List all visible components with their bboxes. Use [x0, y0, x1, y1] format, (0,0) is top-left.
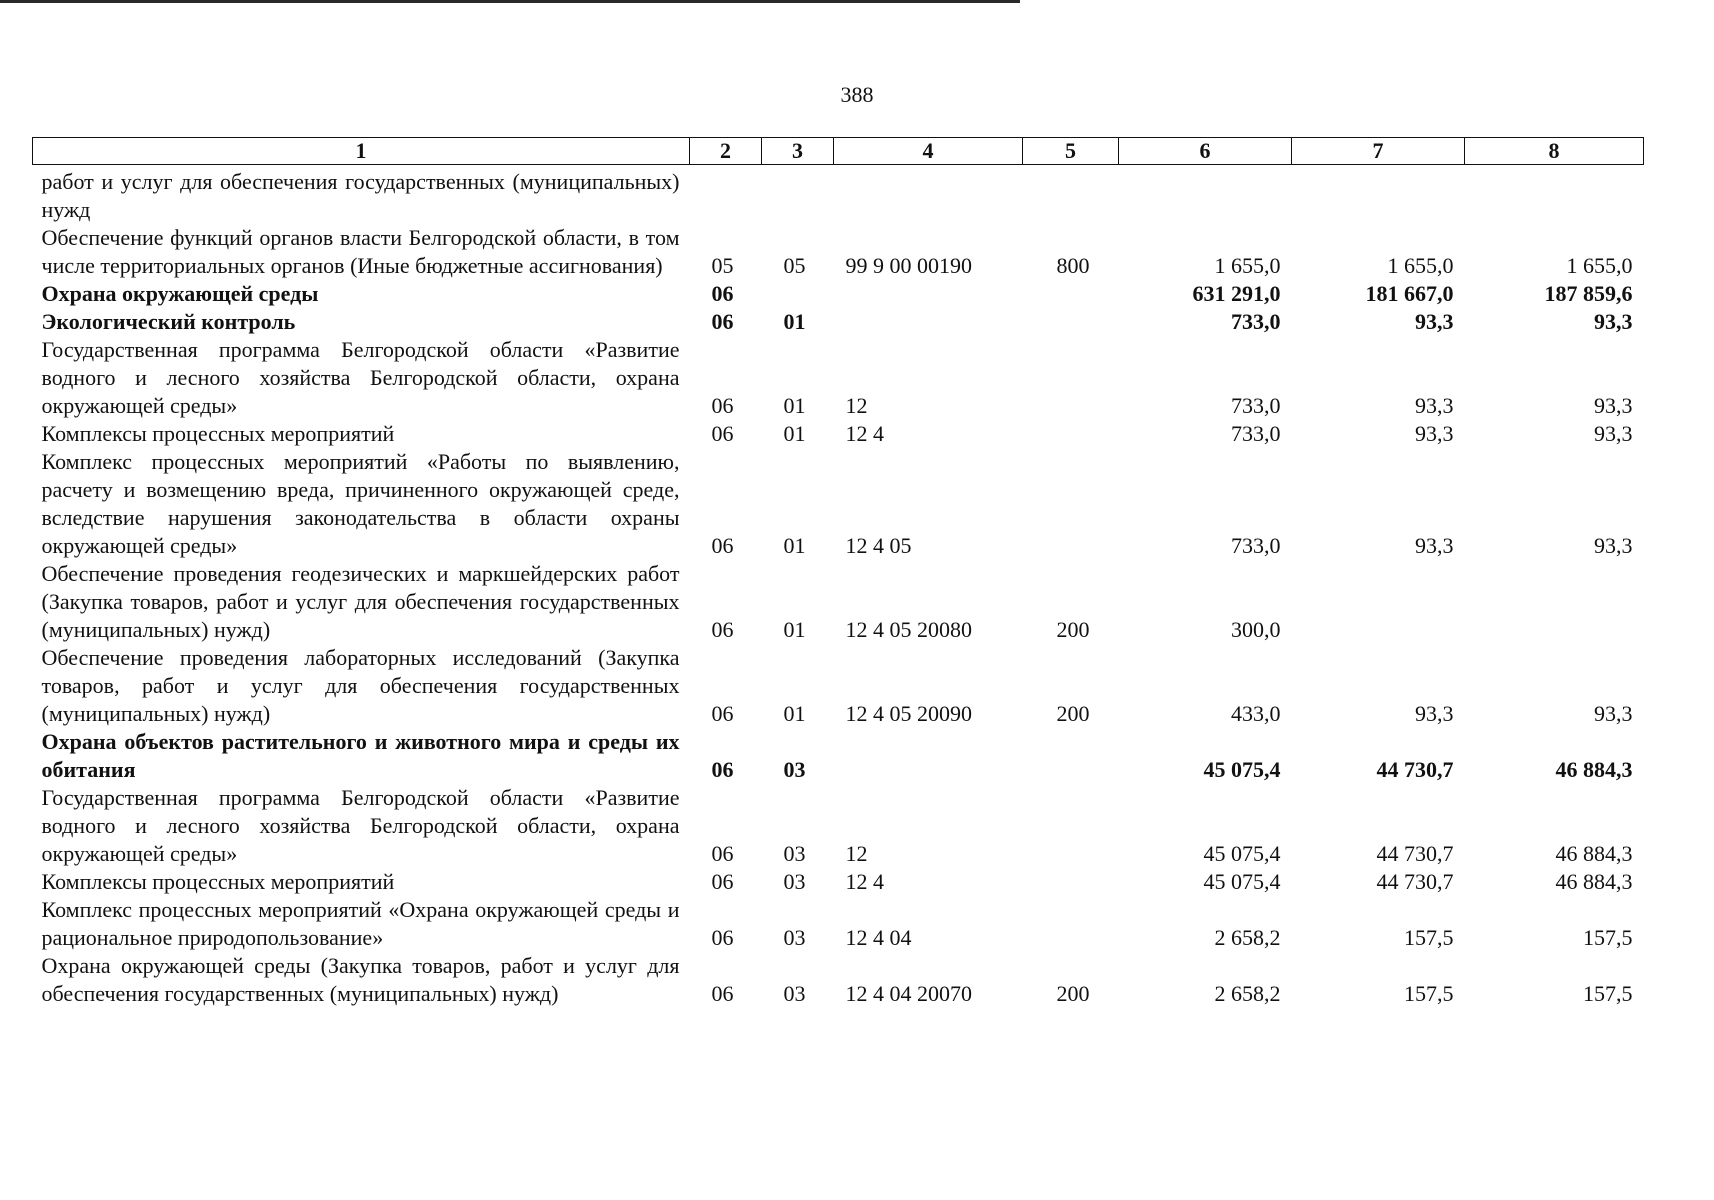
row-sum-col6: 631 291,0 [1192, 281, 1281, 306]
row-subsection: 03 [783, 925, 806, 950]
header-col-2: 2 [690, 138, 762, 165]
row-subsection [762, 165, 834, 225]
row-subsection: 01 [783, 533, 806, 558]
header-col-5: 5 [1023, 138, 1119, 165]
row-sum-col6: 45 075,4 [1203, 757, 1281, 782]
row-sum-col8 [1465, 560, 1644, 644]
budget-table [32, 137, 1644, 1008]
row-subsection: 03 [783, 841, 806, 866]
row-target-article: 12 [845, 393, 868, 418]
row-expense-type [1023, 165, 1119, 225]
row-sum-col7: 1 655,0 [1387, 253, 1454, 278]
header-row [33, 138, 1644, 165]
row-target-article: 12 4 [845, 421, 884, 446]
row-sum-col6: 733,0 [1231, 421, 1281, 446]
table-row [33, 896, 1644, 952]
row-sum-col6: 1 655,0 [1214, 253, 1281, 278]
row-subsection: 01 [783, 617, 806, 642]
table-row [33, 448, 1644, 560]
row-sum-col8: 46 884,3 [1555, 757, 1633, 782]
header-col-4: 4 [834, 138, 1023, 165]
row-sum-col7 [1292, 165, 1465, 225]
row-subsection: 05 [783, 253, 806, 278]
row-section: 05 [711, 253, 734, 278]
page-number: 388 [840, 82, 874, 107]
row-target-article [834, 308, 1023, 336]
row-sum-col7: 157,5 [1404, 925, 1454, 950]
row-sum-col6: 2 658,2 [1214, 925, 1281, 950]
table-row [33, 784, 1644, 868]
table-body [33, 165, 1644, 1009]
row-target-article: 12 4 04 [845, 925, 912, 950]
row-target-article: 12 4 04 20070 [845, 981, 972, 1006]
header-col-6: 6 [1119, 138, 1292, 165]
row-name: Обеспечение функций органов власти Белгородской области, в том числе территориальных органов (Иные бюджетные ассигнования) [41, 225, 680, 278]
row-subsection: 01 [783, 393, 806, 418]
header-col-8: 8 [1465, 138, 1644, 165]
row-expense-type: 200 [1056, 981, 1090, 1006]
row-expense-type [1023, 336, 1119, 420]
row-subsection: 03 [783, 869, 806, 894]
row-sum-col8 [1465, 165, 1644, 225]
row-target-article: 12 4 05 20080 [845, 617, 972, 642]
header-col-3: 3 [762, 138, 834, 165]
row-target-article: 12 4 05 20090 [845, 701, 972, 726]
scan-edge-line [0, 0, 1020, 3]
row-subsection: 03 [783, 757, 806, 782]
row-name: Государственная программа Белгородской области «Развитие водного и лесного хозяйства Белгородской области, охрана окружающей среды» [41, 785, 680, 866]
row-expense-type: 200 [1056, 617, 1090, 642]
row-name: Обеспечение проведения лабораторных исследований (Закупка товаров, работ и услуг для обеспечения государственных (муниципальных) нужд) [41, 645, 680, 726]
table-row [33, 308, 1644, 336]
table-row [33, 560, 1644, 644]
row-sum-col6: 2 658,2 [1214, 981, 1281, 1006]
row-name: работ и услуг для обеспечения государственных (муниципальных) нужд [41, 169, 680, 222]
row-sum-col6: 45 075,4 [1203, 841, 1281, 866]
row-name: Охрана окружающей среды (Закупка товаров, работ и услуг для обеспечения государственных (муниципальных) нужд) [41, 953, 680, 1006]
row-name: Экологический контроль [41, 309, 296, 334]
row-expense-type [1023, 896, 1119, 952]
row-name: Государственная программа Белгородской области «Развитие водного и лесного хозяйства Белгородской области, охрана окружающей среды» [41, 337, 680, 418]
row-section: 06 [711, 533, 734, 558]
row-sum-col7 [1292, 560, 1465, 644]
row-target-article: 12 [845, 841, 868, 866]
row-subsection: 01 [783, 701, 806, 726]
row-name: Комплексы процессных мероприятий [41, 421, 395, 446]
row-section: 06 [711, 309, 734, 334]
row-expense-type [1023, 728, 1119, 784]
header-col-1: 1 [33, 138, 690, 165]
header-col-7: 7 [1292, 138, 1465, 165]
row-section: 06 [711, 281, 734, 306]
row-section: 06 [711, 421, 734, 446]
row-section [690, 165, 762, 225]
table-header [33, 138, 1644, 165]
row-section: 06 [711, 393, 734, 418]
row-target-article [834, 165, 1023, 225]
row-name: Комплекс процессных мероприятий «Работы по выявлению, расчету и возмещению вреда, причиненного окружающей среде, вследствие нарушения законодательства в области охраны окружающей среды» [41, 449, 680, 558]
row-sum-col6: 433,0 [1231, 701, 1281, 726]
table-row [33, 952, 1644, 1008]
row-subsection: 01 [783, 421, 806, 446]
row-expense-type [1023, 784, 1119, 868]
row-sum-col8: 93,3 [1594, 701, 1633, 726]
row-name: Охрана объектов растительного и животного мира и среды их обитания [41, 729, 680, 782]
row-section: 06 [711, 757, 734, 782]
table-row [33, 280, 1644, 308]
row-name: Обеспечение проведения геодезических и маркшейдерских работ (Закупка товаров, работ и услуг для обеспечения государственных (муниципальных) нужд) [41, 561, 680, 642]
row-section: 06 [711, 869, 734, 894]
row-sum-col8: 93,3 [1594, 393, 1633, 418]
row-name: Охрана окружающей среды [41, 281, 319, 306]
row-section: 06 [711, 981, 734, 1006]
row-target-article: 12 4 [845, 869, 884, 894]
row-subsection: 03 [783, 981, 806, 1006]
row-sum-col6: 300,0 [1231, 617, 1281, 642]
row-subsection [762, 280, 834, 308]
table-row [33, 868, 1644, 896]
row-name: Комплекс процессных мероприятий «Охрана окружающей среды и рациональное природопользование» [41, 897, 680, 950]
row-sum-col7: 93,3 [1415, 393, 1454, 418]
row-sum-col8: 157,5 [1583, 925, 1633, 950]
row-sum-col7: 93,3 [1415, 309, 1454, 334]
row-sum-col7: 44 730,7 [1376, 841, 1454, 866]
row-target-article: 99 9 00 00190 [845, 253, 972, 278]
row-expense-type [1023, 868, 1119, 896]
row-section: 06 [711, 841, 734, 866]
table-row [33, 644, 1644, 728]
row-sum-col6: 733,0 [1231, 393, 1281, 418]
table-row [33, 420, 1644, 448]
table-row [33, 728, 1644, 784]
budget-table-wrapper [32, 137, 1643, 1008]
row-sum-col6: 733,0 [1231, 533, 1281, 558]
row-sum-col6: 45 075,4 [1203, 869, 1281, 894]
row-section: 06 [711, 701, 734, 726]
row-expense-type [1023, 308, 1119, 336]
row-sum-col8: 1 655,0 [1566, 253, 1633, 278]
row-section: 06 [711, 925, 734, 950]
row-sum-col7: 44 730,7 [1376, 757, 1454, 782]
row-target-article: 12 4 05 [845, 533, 912, 558]
row-sum-col7: 93,3 [1415, 701, 1454, 726]
row-expense-type [1023, 280, 1119, 308]
table-row [33, 336, 1644, 420]
row-sum-col7: 93,3 [1415, 421, 1454, 446]
table-row [33, 165, 1644, 225]
row-subsection: 01 [783, 309, 806, 334]
row-section: 06 [711, 617, 734, 642]
row-name: Комплексы процессных мероприятий [41, 869, 395, 894]
row-sum-col8: 46 884,3 [1555, 841, 1633, 866]
row-sum-col7: 181 667,0 [1365, 281, 1454, 306]
row-sum-col6 [1119, 165, 1292, 225]
table-row [33, 224, 1644, 280]
row-expense-type: 200 [1056, 701, 1090, 726]
row-sum-col6: 733,0 [1231, 309, 1281, 334]
row-expense-type [1023, 420, 1119, 448]
row-sum-col8: 93,3 [1594, 421, 1633, 446]
row-expense-type [1023, 448, 1119, 560]
row-sum-col8: 46 884,3 [1555, 869, 1633, 894]
row-sum-col8: 93,3 [1594, 309, 1633, 334]
row-expense-type: 800 [1056, 253, 1090, 278]
row-sum-col7: 44 730,7 [1376, 869, 1454, 894]
row-sum-col7: 93,3 [1415, 533, 1454, 558]
row-sum-col8: 187 859,6 [1544, 281, 1633, 306]
row-target-article [834, 728, 1023, 784]
row-sum-col8: 157,5 [1583, 981, 1633, 1006]
row-sum-col7: 157,5 [1404, 981, 1454, 1006]
row-target-article [834, 280, 1023, 308]
row-sum-col8: 93,3 [1594, 533, 1633, 558]
